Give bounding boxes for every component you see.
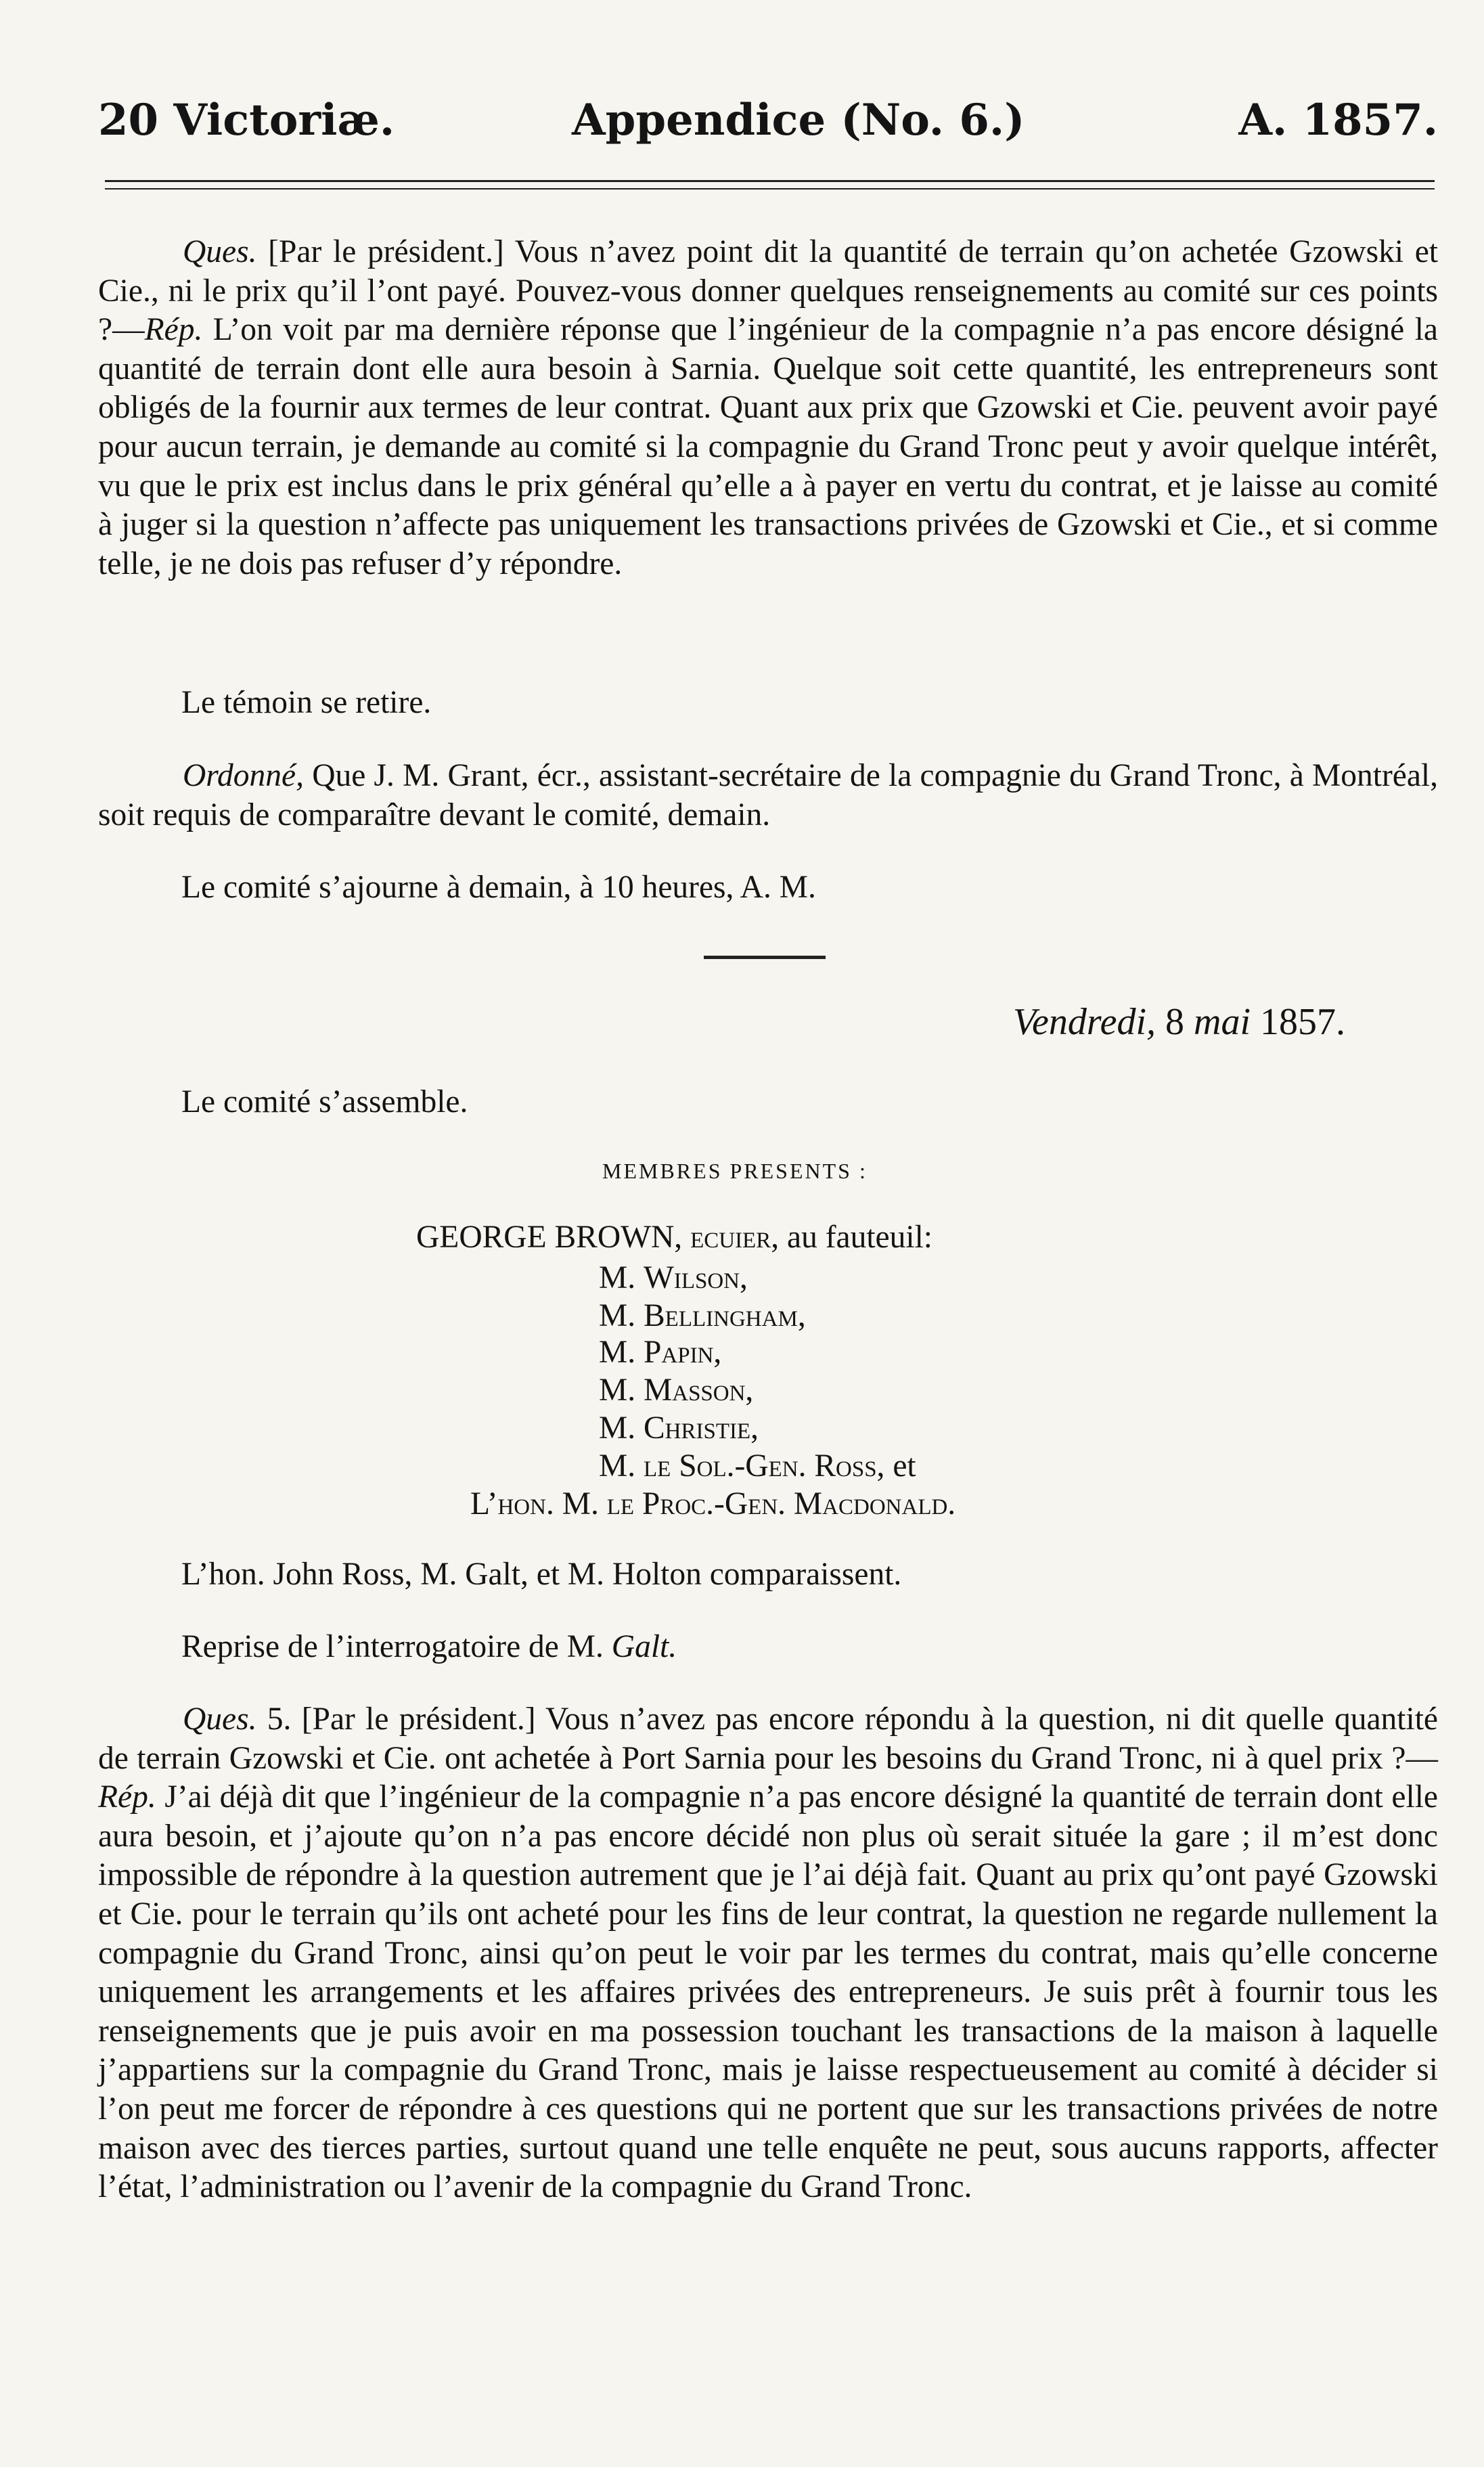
- date-day: Vendredi,: [1013, 1001, 1156, 1043]
- header-year: A. 1857.: [1238, 95, 1438, 146]
- rep-label: Rép.: [144, 312, 203, 348]
- date-year: 1857.: [1251, 1001, 1345, 1043]
- date-month: mai: [1194, 1001, 1251, 1043]
- chair-suffix: au fauteuil:: [779, 1220, 932, 1255]
- member-item: [599, 1410, 759, 1446]
- question-text: 5. [Par le président.] Vous n’avez pas encore répondu à la question, ni dit quelle quantité de terrain Gzowski et Cie. ont achetée à Port Sarnia pour les besoins du Grand Tronc, ni à quel prix ?—: [98, 1702, 1438, 1776]
- member-name: Bellingham,: [644, 1298, 806, 1333]
- chair-title: ecuier,: [682, 1220, 780, 1255]
- member-item: [470, 1486, 955, 1521]
- member-item: [599, 1448, 916, 1484]
- member-honorific: L’hon.: [470, 1486, 554, 1521]
- member-prefix: M.: [599, 1448, 644, 1484]
- member-prefix: M.: [599, 1410, 644, 1446]
- witness-name: Galt.: [611, 1629, 677, 1664]
- resumption-line: [181, 1628, 677, 1667]
- member-name: Masson,: [644, 1373, 754, 1408]
- header-session: 20 Victoriæ.: [98, 95, 395, 146]
- section-separator: [704, 956, 826, 959]
- question-text: [Par le président.] Vous n’avez point dit la quantité de terrain qu’on achetée Gzowski et Cie., ni le prix qu’il l’ont payé. Pouvez-vous donner quelques renseignements au comité sur ces points ?—: [98, 234, 1438, 348]
- adjournment-line: Le comité s’ajourne à demain, à 10 heures, A. M.: [181, 870, 816, 905]
- committee-assembles: Le comité s’assemble.: [181, 1084, 468, 1119]
- member-chair: [416, 1220, 932, 1255]
- answer-text: L’on voit par ma dernière réponse que l’ingénieur de la compagnie n’a pas encore désigné la quantité de terrain dont elle aura besoin à Sarnia. Quelque soit cette quantité, les entrepreneurs sont obligés de la fournir aux termes de leur contrat. Quant aux prix que Gzowski et Cie. peuvent avoir payé pour aucun terrain, je demande au comité si la compagnie du Grand Tronc peut y avoir quelque intérêt, vu que le prix est inclus dans le prix général qu’elle a à payer en vertu du contrat, et je laisse au comité à juger si la question n’affecte pas uniquement les transactions privées de Gzowski et Cie., et si comme telle, je ne dois pas refuser d’y répondre.: [98, 312, 1438, 581]
- rep-label: Rép.: [98, 1779, 156, 1815]
- witness-retires: Le témoin se retire.: [181, 685, 432, 720]
- answer-text: J’ai déjà dit que l’ingénieur de la compagnie n’a pas encore désigné la quantité de terrain dont elle aura besoin, et j’ajoute qu’on n’a pas encore décidé non plus où serait située la gare ; il m’est donc impossible de répondre à la question autrement que je l’ai déjà fait. Quant au prix qu’ont payé Gzowski et Cie. pour le terrain qu’ils ont acheté pour les fins de leur contrat, la question ne regarde nullement la compagnie du Grand Tronc, ainsi qu’on peut le voir par les termes du contrat, mais qu’elle concerne uniquement les arrangements et les affaires privées des entrepreneurs. Je suis prêt à fournir tous les renseignements que je puis avoir en ma possession touchant les transactions de la maison à laquelle j’appartiens sur la compagnie du Grand Tronc, mais je laisse respectueusement au comité à décider si l’on peut me forcer de répondre à ces questions qui ne portent que sur les transactions privées de notre maison avec des tierces parties, surtout quand une telle enquête ne peut, sous aucuns rapports, affecter l’état, l’administration ou l’avenir de la compagnie du Grand Tronc.: [98, 1779, 1438, 2205]
- chair-name: GEORGE BROWN,: [416, 1220, 683, 1255]
- member-item: [599, 1298, 806, 1333]
- order-text: Que J. M. Grant, écr., assistant-secrétaire de la compagnie du Grand Tronc, à Montréal, soit requis de comparaître devant le comité, demain.: [98, 758, 1438, 832]
- member-prefix: M.: [599, 1260, 644, 1295]
- question-paragraph: [98, 233, 1438, 583]
- member-name: le Sol.-Gen. Ross,: [644, 1448, 885, 1484]
- member-prefix: M.: [599, 1335, 644, 1370]
- member-item: [599, 1260, 748, 1295]
- date-number: 8: [1156, 1001, 1194, 1043]
- resumption-text: Reprise de l’interrogatoire de M.: [181, 1629, 612, 1664]
- member-name: le Proc.-Gen. Macdonald.: [606, 1486, 956, 1521]
- member-prefix: M.: [554, 1486, 607, 1521]
- member-name: Christie,: [644, 1410, 759, 1446]
- order-paragraph: [98, 757, 1438, 835]
- members-heading: MEMBRES PRESENTS :: [602, 1159, 868, 1183]
- member-name: Papin,: [644, 1335, 722, 1370]
- order-label: Ordonné,: [183, 758, 304, 793]
- header-rule-top: [105, 180, 1435, 182]
- header-rule-bottom: [105, 188, 1435, 190]
- member-suffix: et: [884, 1448, 916, 1484]
- ques-label: Ques.: [183, 1702, 257, 1737]
- session-date: [1013, 1000, 1345, 1044]
- member-name: Wilson,: [644, 1260, 748, 1295]
- member-prefix: M.: [599, 1298, 644, 1333]
- page-header: [98, 81, 1438, 156]
- member-item: [599, 1335, 721, 1370]
- ques-label: Ques.: [183, 234, 257, 269]
- member-prefix: M.: [599, 1373, 644, 1408]
- appearances-line: L’hon. John Ross, M. Galt, et M. Holton comparaissent.: [181, 1557, 902, 1592]
- header-appendix: Appendice (No. 6.): [572, 95, 1025, 146]
- question-5-paragraph: [98, 1700, 1438, 2207]
- member-item: [599, 1373, 753, 1408]
